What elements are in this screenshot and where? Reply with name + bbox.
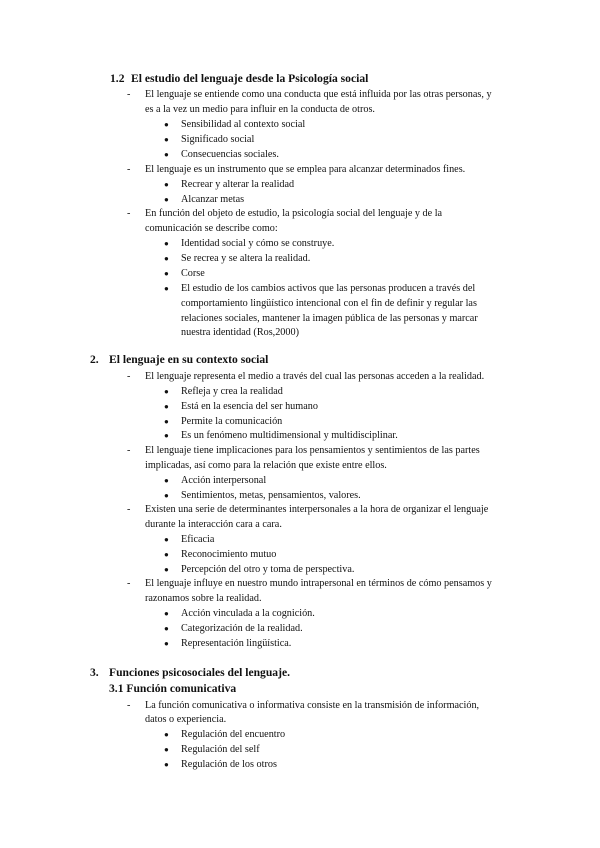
list-item: Percepción del otro y toma de perspectiva.	[181, 564, 355, 575]
list-item: Permite la comunicación	[181, 416, 283, 427]
list-item-line: El estudio de los cambios activos que las personas producen a través del	[181, 283, 476, 294]
paragraph-line: El lenguaje se entiende como una conducta que está influida por las otras personas, y	[145, 89, 492, 100]
list-item-line: comportamiento lingüístico intencional con el fin de definir y regular las	[181, 298, 477, 309]
dash-marker: -	[127, 371, 131, 382]
bullet-marker: ●	[164, 535, 169, 544]
bullet-marker: ●	[164, 135, 169, 144]
paragraph-line: razonamos sobre la realidad.	[145, 593, 262, 604]
list-item: Regulación de los otros	[181, 759, 277, 770]
dash-marker: -	[127, 700, 131, 711]
bullet-marker: ●	[164, 624, 169, 633]
dash-marker: -	[127, 208, 131, 219]
list-item: Sentimientos, metas, pensamientos, valores.	[181, 490, 361, 501]
paragraph-line: comunicación se describe como:	[145, 223, 278, 234]
list-item: Es un fenómeno multidimensional y multidisciplinar.	[181, 430, 398, 441]
list-item: Se recrea y se altera la realidad.	[181, 253, 311, 264]
bullet-marker: ●	[164, 639, 169, 648]
bullet-marker: ●	[164, 150, 169, 159]
list-item: Está en la esencia del ser humano	[181, 401, 318, 412]
bullet-marker: ●	[164, 491, 169, 500]
bullet-marker: ●	[164, 431, 169, 440]
paragraph-line: El lenguaje es un instrumento que se emplea para alcanzar determinados fines.	[145, 164, 466, 175]
bullet-marker: ●	[164, 120, 169, 129]
bullet-marker: ●	[164, 254, 169, 263]
list-item: Representación lingüística.	[181, 638, 292, 649]
paragraph-line: datos o experiencia.	[145, 714, 227, 725]
bullet-marker: ●	[164, 269, 169, 278]
bullet-marker: ●	[164, 284, 169, 293]
bullet-marker: ●	[164, 565, 169, 574]
list-item: Identidad social y cómo se construye.	[181, 238, 335, 249]
paragraph-line: El lenguaje influye en nuestro mundo intrapersonal en términos de cómo pensamos y	[145, 578, 492, 589]
dash-marker: -	[127, 578, 131, 589]
section-title: El estudio del lenguaje desde la Psicología social	[131, 72, 369, 85]
dash-marker: -	[127, 164, 131, 175]
bullet-marker: ●	[164, 180, 169, 189]
paragraph-line: durante la interacción cara a cara.	[145, 519, 282, 530]
list-item: Eficacia	[181, 534, 215, 545]
bullet-marker: ●	[164, 476, 169, 485]
list-item: Regulación del encuentro	[181, 729, 286, 740]
bullet-marker: ●	[164, 745, 169, 754]
section-title: El lenguaje en su contexto social	[109, 353, 269, 366]
list-item: Refleja y crea la realidad	[181, 386, 283, 397]
dash-marker: -	[127, 89, 131, 100]
dash-marker: -	[127, 445, 131, 456]
paragraph-line: En función del objeto de estudio, la psicología social del lenguaje y de la	[145, 208, 443, 219]
list-item: Corse	[181, 268, 205, 279]
bullet-marker: ●	[164, 195, 169, 204]
paragraph-line: Existen una serie de determinantes interpersonales a la hora de organizar el lenguaje	[145, 504, 489, 515]
section-number: 3.	[90, 666, 99, 679]
list-item: Regulación del self	[181, 744, 260, 755]
paragraph-line: La función comunicativa o informativa consiste en la transmisión de información,	[145, 700, 480, 711]
list-item-line: relaciones sociales, mantener la imagen pública de las personas y marcar	[181, 313, 478, 324]
list-item: Reconocimiento mutuo	[181, 549, 277, 560]
list-item: Acción interpersonal	[181, 475, 267, 486]
list-item: Categorización de la realidad.	[181, 623, 303, 634]
section-title: Funciones psicosociales del lenguaje.	[109, 666, 290, 679]
bullet-marker: ●	[164, 402, 169, 411]
paragraph-line: El lenguaje tiene implicaciones para los pensamientos y sentimientos de las partes	[145, 445, 480, 456]
bullet-marker: ●	[164, 730, 169, 739]
bullet-marker: ●	[164, 760, 169, 769]
subsection-title: 3.1 Función comunicativa	[109, 682, 237, 695]
bullet-marker: ●	[164, 550, 169, 559]
list-item: Acción vinculada a la cognición.	[181, 608, 315, 619]
list-item: Alcanzar metas	[181, 194, 245, 205]
list-item: Recrear y alterar la realidad	[181, 179, 295, 190]
dash-marker: -	[127, 504, 131, 515]
section-number: 2.	[90, 353, 99, 366]
paragraph-line: El lenguaje representa el medio a través del cual las personas acceden a la realidad.	[145, 371, 485, 382]
paragraph-line: implicadas, así como para la relación que existe entre ellos.	[145, 460, 387, 471]
paragraph-line: es a la vez un medio para influir en la conducta de otros.	[145, 104, 375, 115]
bullet-marker: ●	[164, 239, 169, 248]
list-item: Significado social	[181, 134, 255, 145]
bullet-marker: ●	[164, 387, 169, 396]
list-item: Consecuencias sociales.	[181, 149, 279, 160]
list-item-line: nuestra identidad (Ros,2000)	[181, 327, 299, 338]
section-number: 1.2	[110, 72, 125, 85]
list-item: Sensibilidad al contexto social	[181, 119, 306, 130]
bullet-marker: ●	[164, 609, 169, 618]
bullet-marker: ●	[164, 417, 169, 426]
